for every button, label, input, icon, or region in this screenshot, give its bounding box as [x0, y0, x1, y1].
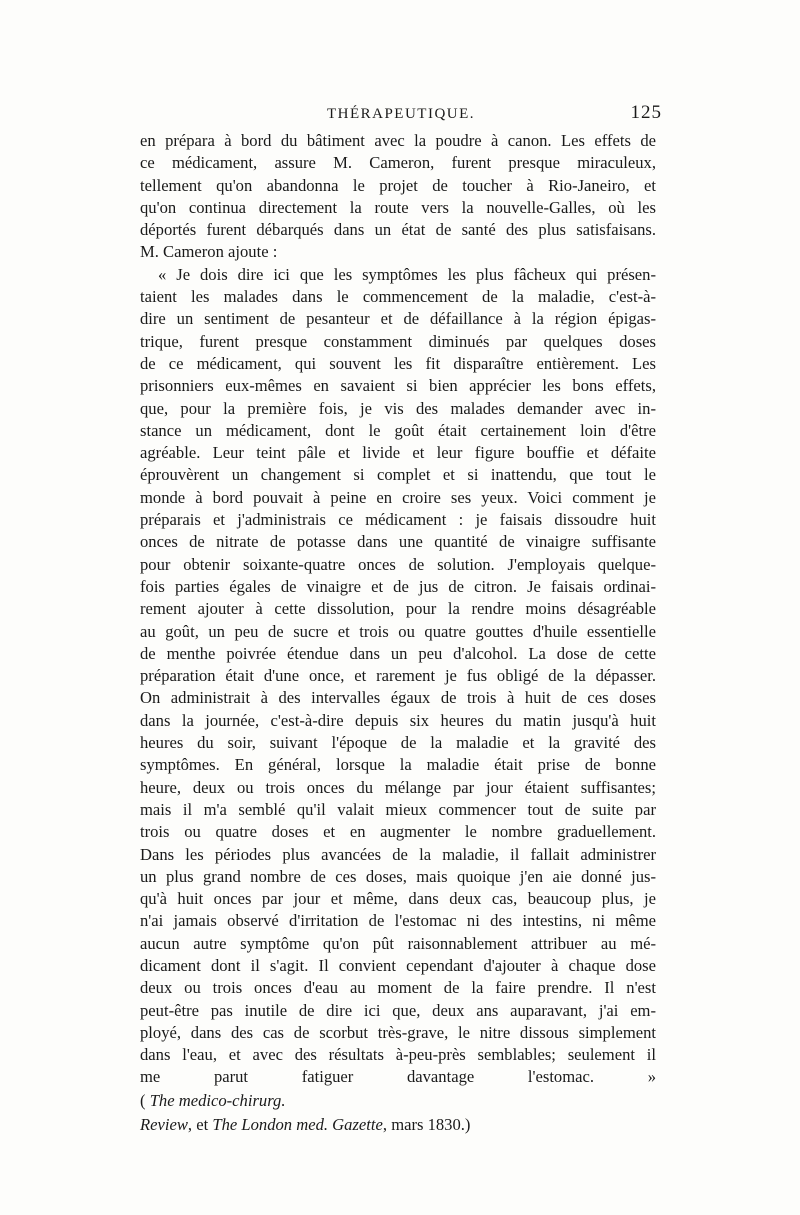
citation-open: ( [140, 1090, 150, 1110]
text-line: On administrait à des intervalles égaux de trois à huit de ces doses [140, 688, 656, 708]
text-line: de menthe poivrée étendue dans un peu d'alcohol. La dose de cette [140, 643, 656, 663]
text-line: préparation était d'une once, et rarement je fus obligé de la dépasser. [140, 666, 656, 686]
text-line: me parut fatiguer davantage l'estomac. » [140, 1067, 656, 1087]
text-line: au goût, un peu de sucre et trois ou quatre gouttes d'huile essentielle [140, 621, 656, 641]
text-line: trique, furent presque constamment diminués par quelques doses [140, 331, 656, 351]
text-line: symptômes. En général, lorsque la maladie était prise de bonne [140, 755, 656, 775]
citation-connector: , et [187, 1114, 213, 1134]
text-line: dire un sentiment de pesanteur et de défaillance à la région épigas- [140, 309, 656, 329]
citation-journal-2: The London med. Gazette [212, 1114, 383, 1134]
citation-line [140, 1113, 656, 1137]
text-line: pour obtenir soixante-quatre onces de solution. J'employais quelque- [140, 554, 656, 574]
text-line: tellement qu'on abandonna le projet de toucher à Rio-Janeiro, et [140, 175, 656, 195]
text-line: heures du soir, suivant l'époque de la maladie et la gravité des [140, 733, 656, 753]
text-line: qu'on continua directement la route vers la nouvelle-Galles, où les [140, 197, 656, 217]
text-line: un plus grand nombre de ces doses, mais quoique j'en aie donné jus- [140, 866, 656, 886]
text-line: dans l'eau, et avec des résultats à-peu-près semblables; seulement il [140, 1045, 656, 1065]
text-line: « Je dois dire ici que les symptômes les plus fâcheux qui présen- [158, 264, 656, 284]
text-line: éprouvèrent un changement si complet et si inattendu, que tout le [140, 465, 656, 485]
text-line: aucun autre symptôme qu'on pût raisonnablement attribuer au mé- [140, 933, 656, 953]
text-line: Dans les périodes plus avancées de la maladie, il fallait administrer [140, 844, 656, 864]
citation-journal-1b: Review [140, 1114, 188, 1134]
text-line: que, pour la première fois, je vis des malades demander avec in- [140, 398, 656, 418]
text-line: peut-être pas inutile de dire ici que, deux ans auparavant, j'ai em- [140, 1000, 656, 1020]
text-line: stance un médicament, dont le goût était certainement loin d'être [140, 420, 656, 440]
body-text [140, 130, 656, 1137]
running-title: THÉRAPEUTIQUE. [326, 106, 476, 122]
citation-date: , mars 1830.) [382, 1114, 471, 1134]
citation-line [140, 1089, 656, 1113]
text-line: deux ou trois onces d'eau au moment de la faire prendre. Il n'est [140, 978, 656, 998]
text-line: qu'à huit onces par jour et même, dans deux cas, beaucoup plus, je [140, 889, 656, 909]
citation-journal-1: The medico-chirurg. [149, 1090, 286, 1110]
text-line: déportés furent débarqués dans un état de santé des plus satisfaisans. [140, 220, 656, 240]
text-line: monde à bord pouvait à peine en croire ses yeux. Voici comment je [140, 487, 656, 507]
text-line: heure, deux ou trois onces du mélange par jour étaient suffisantes; [140, 777, 656, 797]
text-line: dicament dont il s'agit. Il convient cependant d'ajouter à chaque dose [140, 955, 656, 975]
text-line: trois ou quatre doses et en augmenter le nombre graduellement. [140, 822, 656, 842]
text-line: fois parties égales de vinaigre et de jus de citron. Je faisais ordinai- [140, 576, 656, 596]
text-line: dans la journée, c'est-à-dire depuis six heures du matin jusqu'à huit [140, 710, 656, 730]
page-number: 125 [630, 102, 662, 123]
running-head [140, 102, 662, 128]
text-line: prisonniers eux-mêmes en savaient si bien apprécier les bons effets, [140, 376, 656, 396]
text-line: ce médicament, assure M. Cameron, furent presque miraculeux, [140, 153, 656, 173]
text-line: rement ajouter à cette dissolution, pour la rendre moins désagréable [140, 599, 656, 619]
text-line: ployé, dans des cas de scorbut très-grave, le nitre dissous simplement [140, 1022, 656, 1042]
text-line: M. Cameron ajoute : [140, 242, 278, 262]
text-line: mais il m'a semblé qu'il valait mieux commencer tout de suite par [140, 799, 656, 819]
text-line: de ce médicament, qui souvent les fit disparaître entièrement. Les [140, 353, 656, 373]
text-line: en prépara à bord du bâtiment avec la poudre à canon. Les effets de [140, 131, 656, 150]
text-line: agréable. Leur teint pâle et livide et leur figure bouffie et défaite [140, 443, 656, 463]
text-line: n'ai jamais observé d'irritation de l'estomac ni des intestins, ni même [140, 911, 656, 931]
text-line: onces de nitrate de potasse dans une quantité de vinaigre suffisante [140, 532, 656, 552]
text-line: taient les malades dans le commencement de la maladie, c'est-à- [140, 287, 656, 307]
text-line: préparais et j'administrais ce médicament : je faisais dissoudre huit [140, 510, 656, 530]
